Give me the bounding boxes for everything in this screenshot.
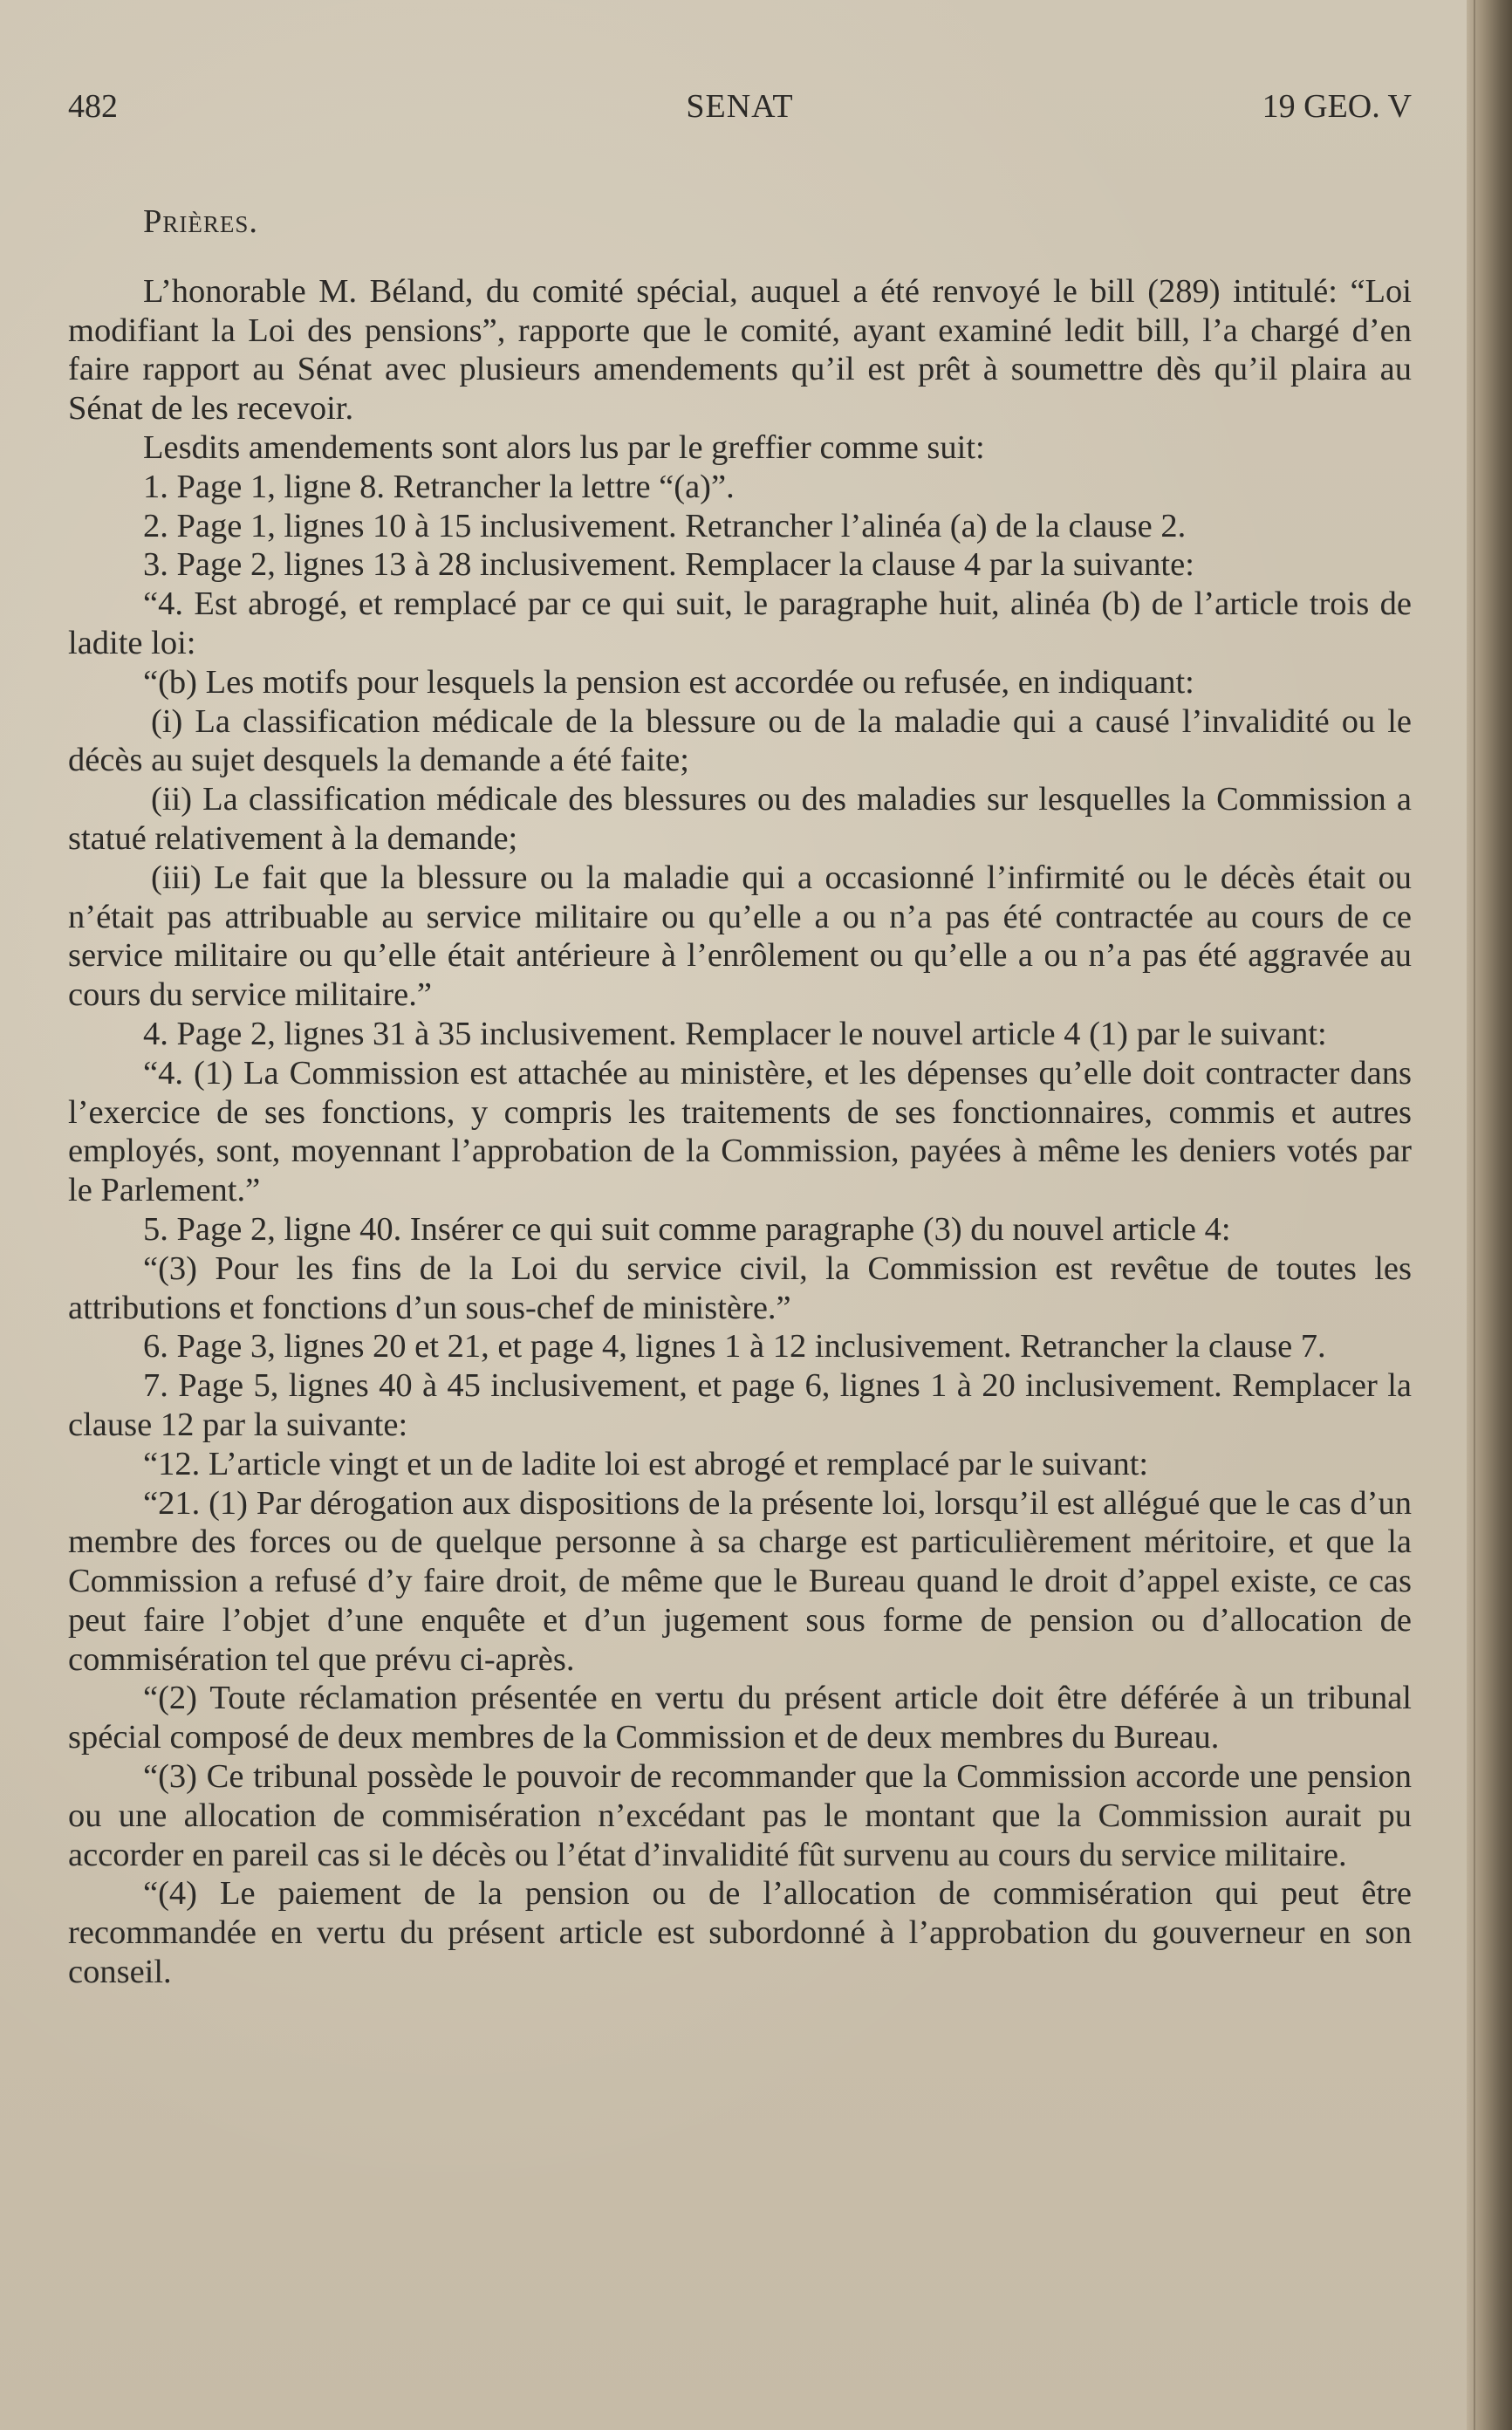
running-header (68, 87, 1412, 131)
clause-4-b-iii: (iii) Le fait que la blessure ou la maladie qui a occasionné l’infirmité ou le décès était ou n’était pas attribuable au service militaire ou qu’elle a ou n’a pas été contractée au cours de ce service militaire ou qu’elle était antérieure à l’enrôlement ou qu’elle a ou n’a pas été aggravée au cours du service militaire.” (68, 859, 1412, 1014)
amendment-2: 2. Page 1, lignes 10 à 15 inclusivement. Retrancher l’alinéa (a) de la clause 2. (143, 507, 1187, 544)
clause-12-text: “12. L’article vingt et un de ladite loi est abrogé et remplacé par le suivant: (143, 1445, 1149, 1482)
clause-4-b: “(b) Les motifs pour lesquels la pension est accordée ou refusée, en indiquant: (143, 663, 1194, 701)
article-4-3: “(3) Pour les fins de la Loi du service civil, la Commission est revêtue de toutes les attributions et fonctions d’un sous-chef de ministère.” (68, 1249, 1412, 1326)
amendment-4: 4. Page 2, lignes 31 à 35 inclusivement. Remplacer le nouvel article 4 (1) par le suivant: (143, 1015, 1327, 1052)
paragraph-report: L’honorable M. Béland, du comité spécial, auquel a été renvoyé le bill (289) intitulé: “Loi modifiant la Loi des pensions”, rapporte que le comité, ayant examiné ledit bill, l’a chargé d’en faire rapport au Sénat avec plusieurs amendements qu’il est prêt à soumettre dès qu’il plaira au Sénat de les recevoir. (68, 272, 1412, 428)
article-4-1: “4. (1) La Commission est attachée au ministère, et les dépenses qu’elle doit contracter dans l’exercice de ses fonctions, y compris les traitements de ses fonctionnaires, commis et autres employés, sont, moyennant l’approbation de la Commission, payées à même les deniers votés par le Parlement.” (68, 1054, 1412, 1209)
header-session: 19 GEO. V (1262, 88, 1412, 125)
clause-4-b-ii: (ii) La classification médicale des blessures ou des maladies sur lesquelles la Commission a statué relativement à la demande; (68, 781, 1412, 857)
page-number: 482 (68, 88, 118, 125)
page-edge-shadow (1467, 0, 1512, 2430)
amendment-7: 7. Page 5, lignes 40 à 45 inclusivement, et page 6, lignes 1 à 20 inclusivement. Remplacer la clause 12 par la suivante: (68, 1367, 1412, 1443)
article-21-1: “21. (1) Par dérogation aux dispositions de la présente loi, lorsqu’il est allégué que le cas d’un membre des forces ou de quelque personne à sa charge est particulièrement méritoire, et que la Commission a refusé d’y faire droit, de même que le Bureau quand le droit d’appel existe, ce cas peut faire l’objet d’une enquête et d’un jugement sous forme de pension ou d’allocation de commisération tel que prévu ci-après. (68, 1484, 1412, 1678)
article-21-4: “(4) Le paiement de la pension ou de l’allocation de commisération qui peut être recommandée en vertu du présent article est subordonné à l’approbation du gouverneur en son conseil. (68, 1875, 1412, 1991)
paragraph-intro: Lesdits amendements sont alors lus par le greffier comme suit: (143, 428, 985, 466)
article-21-2: “(2) Toute réclamation présentée en vertu du présent article doit être déférée à un tribunal spécial composé de deux membres de la Commission et de deux membres du Bureau. (68, 1680, 1412, 1756)
article-21-3: “(3) Ce tribunal possède le pouvoir de recommander que la Commission accorde une pension ou une allocation de commisération n’excédant pas le montant que la Commission aurait pu accorder en pareil cas si le décès ou l’état d’invalidité fût survenu au cours du service militaire. (68, 1758, 1412, 1873)
section-heading: Prières. (143, 203, 259, 240)
amendment-6: 6. Page 3, lignes 20 et 21, et page 4, lignes 1 à 12 inclusivement. Retrancher la clause 7. (143, 1328, 1326, 1366)
header-title: SENAT (686, 88, 794, 125)
amendment-5: 5. Page 2, ligne 40. Insérer ce qui suit comme paragraphe (3) du nouvel article 4: (143, 1210, 1231, 1248)
clause-4-b-i: (i) La classification médicale de la blessure ou de la maladie qui a causé l’invalidité ou le décès au sujet desquels la demande a été faite; (68, 702, 1412, 779)
body-text (68, 202, 1412, 1992)
amendment-1: 1. Page 1, ligne 8. Retrancher la lettre “(a)”. (143, 468, 735, 505)
amendment-3: 3. Page 2, lignes 13 à 28 inclusivement. Remplacer la clause 4 par la suivante: (143, 546, 1194, 584)
clause-4-text: “4. Est abrogé, et remplacé par ce qui suit, le paragraphe huit, alinéa (b) de l’article trois de ladite loi: (68, 585, 1412, 661)
